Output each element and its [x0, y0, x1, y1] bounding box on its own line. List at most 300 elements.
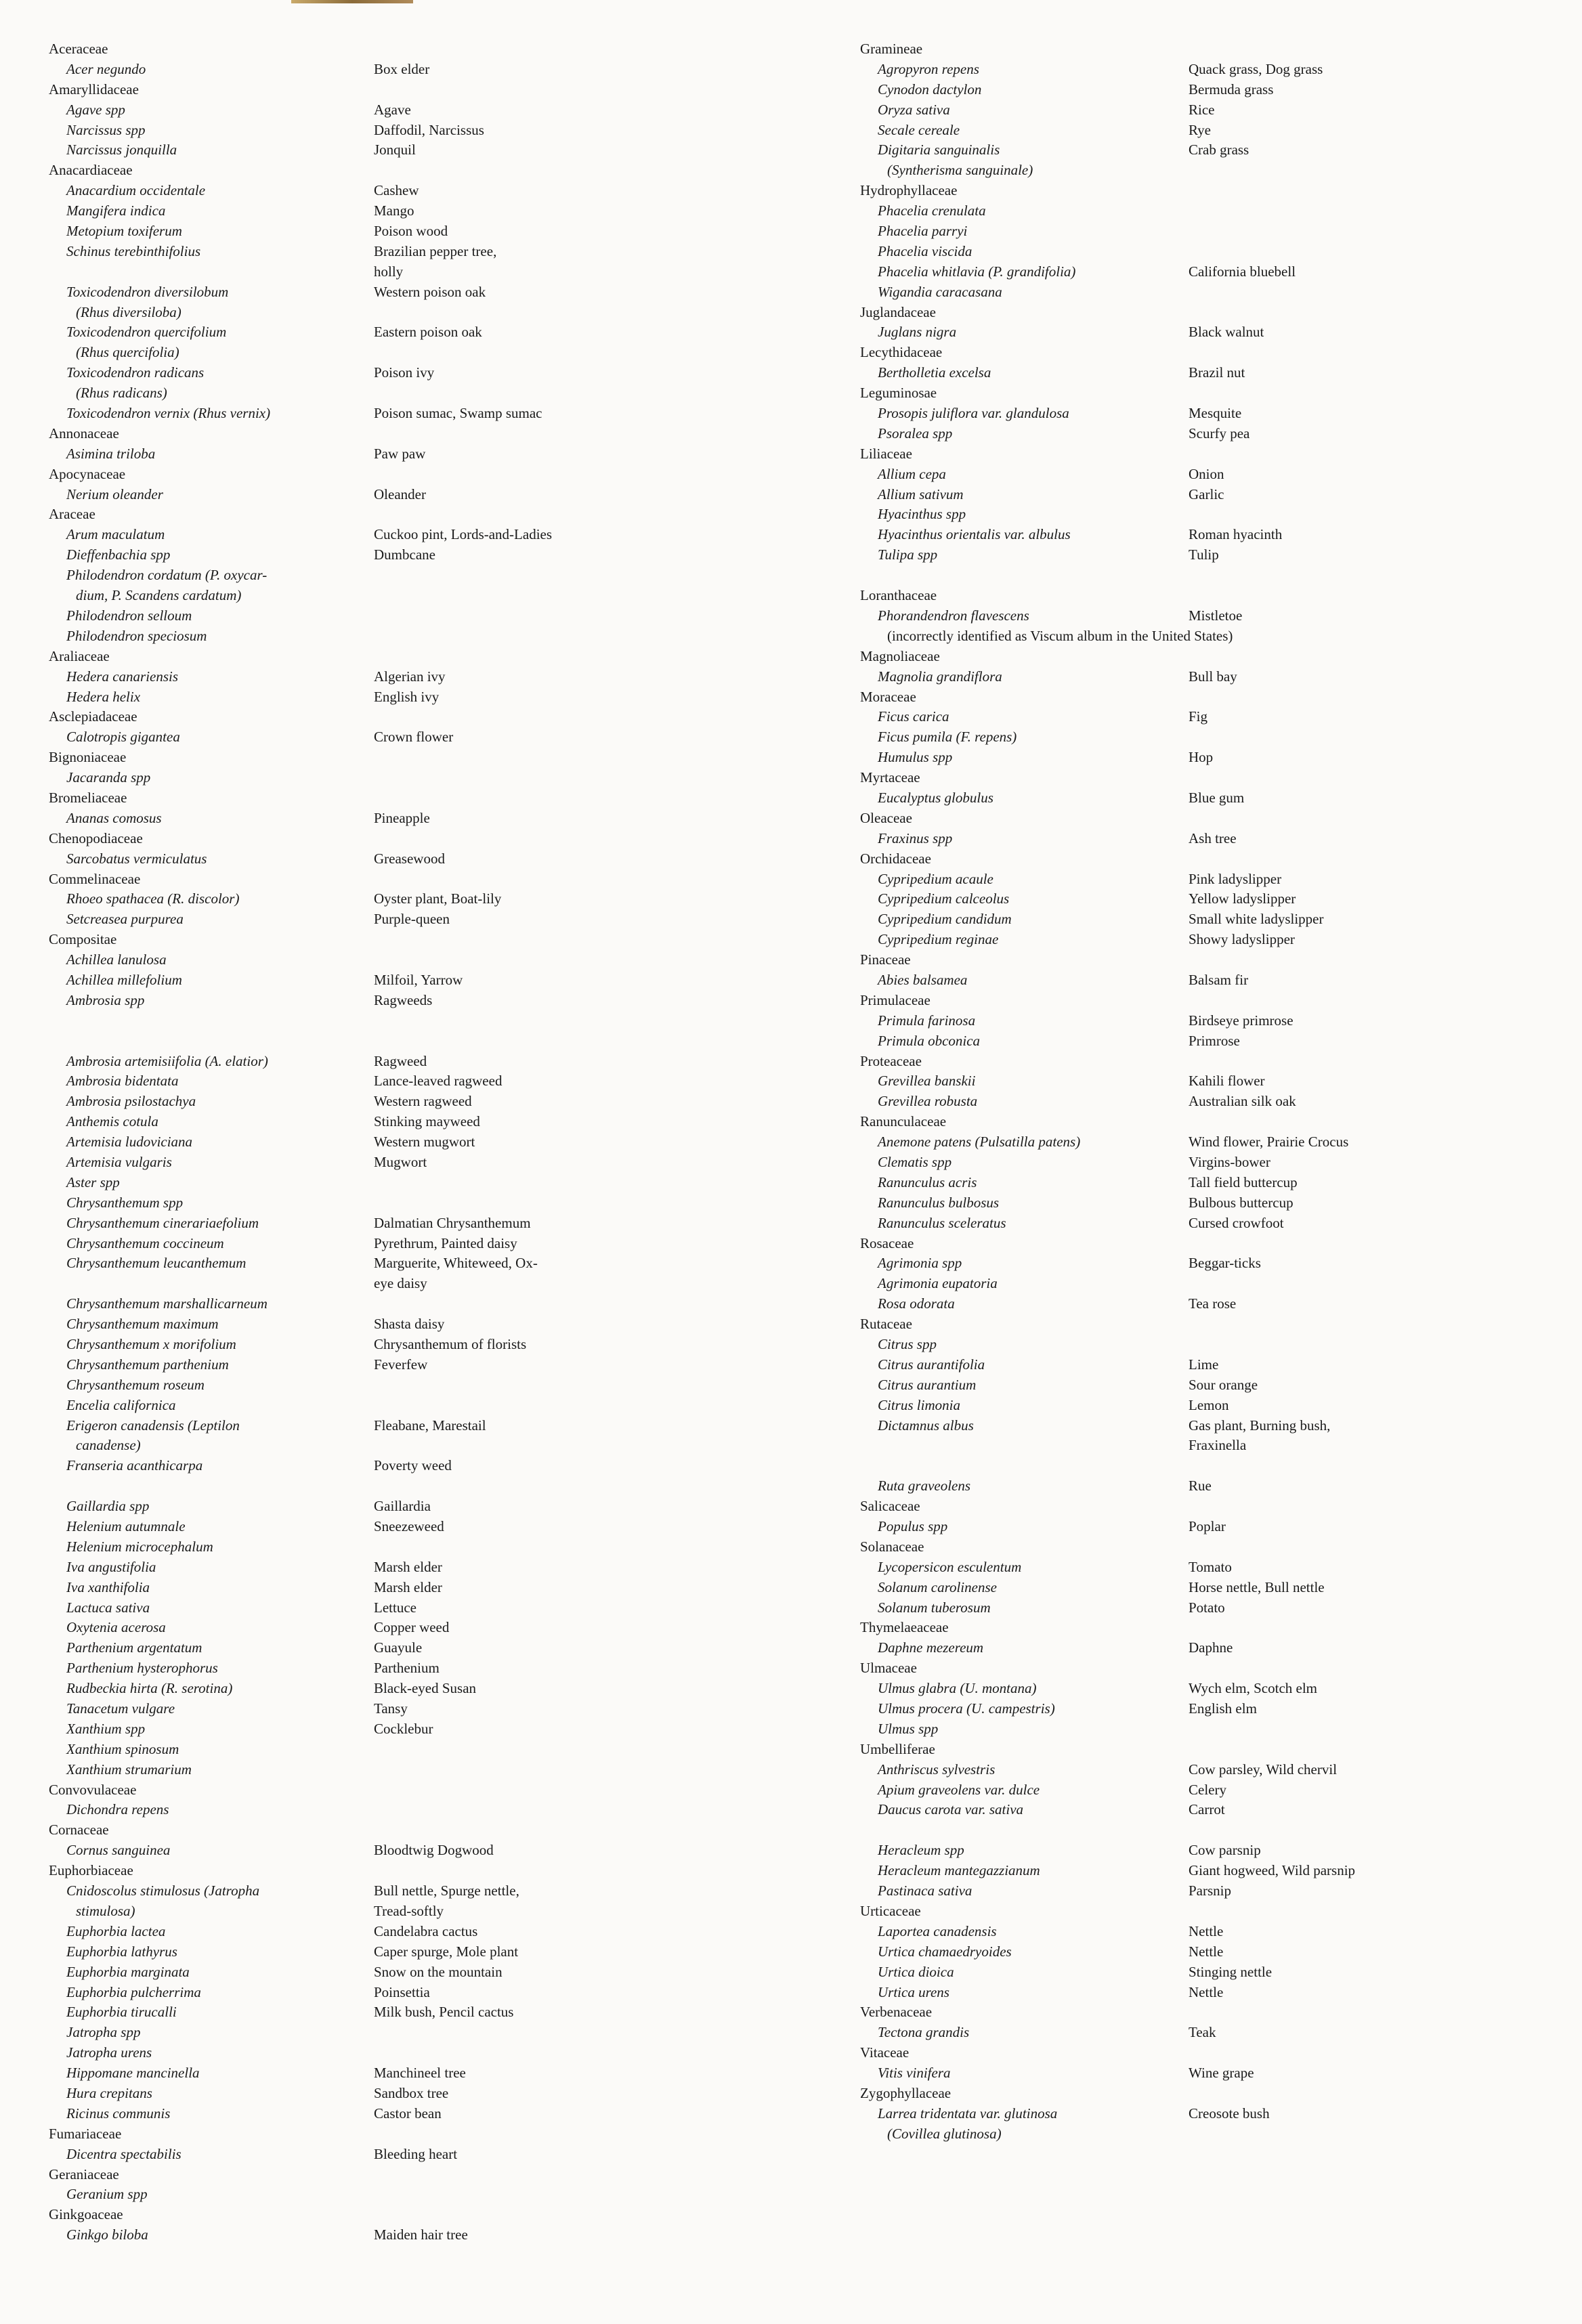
family-row [847, 991, 1564, 1011]
family-row [35, 1820, 767, 1841]
common-name: Cashew [374, 182, 419, 199]
common-name: Milk bush, Pencil cactus [374, 2004, 514, 2021]
common-name: Box elder [374, 60, 430, 77]
common-name: Black-eyed Susan [374, 1680, 477, 1697]
scientific-name: Tulipa spp [878, 546, 938, 563]
scientific-name: Grevillea banskii [878, 1073, 976, 1090]
species-row [35, 100, 767, 121]
family-name: Orchidaceae [860, 850, 931, 867]
species-row [35, 1740, 767, 1760]
common-name: Gaillardia [374, 1498, 431, 1515]
family-row [35, 788, 767, 809]
common-name: Stinging nettle [1189, 1963, 1273, 1980]
species-row [35, 404, 767, 424]
species-row [35, 1335, 767, 1355]
species-row [35, 1638, 767, 1658]
family-name: Liliaceae [860, 445, 912, 462]
species-row [847, 2063, 1564, 2084]
scientific-name: Citrus aurantifolia [878, 1356, 985, 1373]
common-name: Daphne [1189, 1639, 1233, 1656]
family-row [35, 1780, 767, 1801]
common-name: Fig [1189, 708, 1208, 725]
species-row [35, 1658, 767, 1679]
common-name: Dalmatian Chrysanthemum [374, 1214, 531, 1231]
common-name: Onion [1189, 465, 1224, 482]
scientific-name: Mangifera indica [66, 202, 166, 219]
common-name: Snow on the mountain [374, 1963, 503, 1980]
scientific-name: Narcissus spp [66, 121, 146, 138]
common-name: Sneezeweed [374, 1518, 444, 1535]
species-row [35, 121, 767, 141]
species-row [847, 2124, 1564, 2145]
scientific-name: Laportea canadensis [878, 1922, 997, 1939]
scientific-name: Hura crepitans [66, 2084, 152, 2101]
family-row [847, 647, 1564, 667]
scientific-name: Encelia californica [66, 1396, 176, 1413]
scientific-name: Toxicodendron radicans [66, 364, 205, 381]
scientific-name: Magnolia grandiflora [878, 668, 1002, 685]
scientific-name: Juglans nigra [878, 324, 957, 341]
common-name: Scurfy pea [1189, 425, 1250, 442]
species-row [35, 2002, 767, 2023]
species-row [847, 1071, 1564, 1092]
common-name: Western mugwort [374, 1134, 475, 1150]
scientific-name: Ambrosia artemisiifolia (A. elatior) [66, 1052, 268, 1069]
common-name: Small white ladyslipper [1189, 911, 1324, 928]
common-name: Cocklebur [374, 1720, 433, 1737]
scientific-name: (incorrectly identified as Viscum album in the United States) [887, 627, 1233, 644]
common-name: Purple-queen [374, 911, 450, 928]
species-row [35, 1800, 767, 1820]
species-row [847, 100, 1564, 121]
common-name: Tomato [1189, 1558, 1232, 1575]
scientific-name: Citrus spp [878, 1336, 937, 1352]
common-name: Tea rose [1189, 1295, 1237, 1312]
family-row [847, 383, 1564, 404]
species-row [35, 444, 767, 465]
scientific-name: Oryza sativa [878, 101, 950, 118]
scientific-name: Humulus spp [878, 749, 953, 766]
common-name: Creosote bush [1189, 2105, 1270, 2122]
family-name: Moraceae [860, 688, 916, 705]
family-row [35, 1861, 767, 1881]
species-row [35, 545, 767, 565]
common-name: Fraxinella [1189, 1437, 1247, 1454]
common-name: Crown flower [374, 729, 454, 746]
species-row [35, 2023, 767, 2043]
scientific-name: Populus spp [878, 1518, 948, 1535]
scientific-name: Clematis spp [878, 1153, 952, 1170]
species-row [35, 565, 767, 586]
scientific-name: (Rhus radicans) [76, 385, 167, 402]
scientific-name: Heracleum spp [878, 1842, 964, 1859]
species-row [35, 1598, 767, 1618]
scientific-name: Asimina triloba [66, 445, 156, 462]
species-row [35, 2145, 767, 2165]
scientific-name: Gaillardia spp [66, 1498, 150, 1515]
scientific-name: Wigandia caracasana [878, 283, 1002, 300]
scientific-name: Larrea tridentata var. glutinosa [878, 2105, 1058, 2122]
species-row [35, 1983, 767, 2003]
common-name: Ash tree [1189, 830, 1237, 846]
species-row [35, 1679, 767, 1699]
family-row [847, 1314, 1564, 1335]
species-row [847, 424, 1564, 444]
scientific-name: Ranunculus bulbosus [878, 1194, 1000, 1211]
scientific-name: Primula obconica [878, 1032, 981, 1049]
species-row [847, 1598, 1564, 1618]
scientific-name: Chrysanthemum marshallicarneum [66, 1295, 268, 1312]
family-row [35, 2205, 767, 2225]
species-row [35, 1294, 767, 1314]
family-name: Convovulaceae [49, 1781, 137, 1798]
common-name: Gas plant, Burning bush, [1189, 1417, 1331, 1434]
species-row [847, 60, 1564, 80]
scientific-name: Agrimonia spp [878, 1255, 962, 1272]
species-row [847, 2104, 1564, 2124]
family-name: Primulaceae [860, 991, 931, 1008]
common-name: Bull nettle, Spurge nettle, [374, 1882, 519, 1899]
species-row [847, 1983, 1564, 2003]
family-row [847, 303, 1564, 323]
family-row [35, 424, 767, 444]
family-name: Asclepiadaceae [49, 708, 137, 725]
common-name: Lime [1189, 1356, 1219, 1373]
scientific-name: Euphorbia marginata [66, 1963, 190, 1980]
scientific-name: Toxicodendron quercifolium [66, 324, 227, 341]
family-row [847, 1658, 1564, 1679]
family-name: Geraniaceae [49, 2166, 119, 2182]
species-row [35, 909, 767, 930]
scientific-name: Artemisia vulgaris [66, 1153, 172, 1170]
family-row [35, 80, 767, 100]
common-name: Tulip [1189, 546, 1219, 563]
species-row [847, 1800, 1564, 1820]
species-row [847, 1193, 1564, 1213]
species-row [35, 242, 767, 262]
family-row [847, 343, 1564, 363]
scientific-name: Lactuca sativa [66, 1599, 150, 1616]
species-row [35, 1274, 767, 1294]
common-name: Roman hyacinth [1189, 526, 1283, 543]
species-row [35, 201, 767, 221]
species-row [35, 1436, 767, 1456]
species-row [35, 849, 767, 869]
scientific-name: Helenium autumnale [66, 1518, 186, 1535]
common-name: Cuckoo pint, Lords-and-Ladies [374, 526, 553, 543]
common-name: English elm [1189, 1700, 1257, 1717]
scientific-name: Daucus carota var. sativa [878, 1801, 1024, 1818]
species-row [35, 1942, 767, 1962]
common-name: Australian silk oak [1189, 1093, 1296, 1110]
common-name: Paw paw [374, 445, 426, 462]
scientific-name: Euphorbia lathyrus [66, 1943, 177, 1960]
scientific-name: Ginkgo biloba [66, 2226, 148, 2243]
common-name: California bluebell [1189, 263, 1296, 280]
common-name: Bull bay [1189, 668, 1237, 685]
common-name: Poison wood [374, 223, 448, 240]
common-name: Nettle [1189, 1983, 1224, 2000]
scientific-name: Urtica chamaedryoides [878, 1943, 1012, 1960]
common-name: Birdseye primrose [1189, 1012, 1294, 1029]
family-name: Aceraceae [49, 41, 108, 57]
scientific-name: Digitaria sanguinalis [878, 142, 1000, 158]
scientific-name: Dictamnus albus [878, 1417, 974, 1434]
scientific-name: Cypripedium candidum [878, 911, 1012, 928]
common-name: holly [374, 263, 404, 280]
species-row [847, 909, 1564, 930]
species-row [35, 626, 767, 647]
common-name: Wind flower, Prairie Crocus [1189, 1134, 1349, 1150]
species-row [35, 1456, 767, 1476]
species-row [35, 1922, 767, 1942]
species-row [35, 485, 767, 505]
species-row [35, 1962, 767, 1983]
scientific-name: Toxicodendron diversilobum [66, 283, 229, 300]
scientific-name: Xanthium spinosum [66, 1740, 179, 1757]
common-name: Jonquil [374, 142, 416, 158]
common-name: Fleabane, Marestail [374, 1417, 486, 1434]
scientific-name: Acer negundo [66, 60, 146, 77]
species-row [847, 1820, 1564, 1841]
common-name: Tansy [374, 1700, 408, 1717]
species-row [35, 1213, 767, 1234]
scientific-name: Chrysanthemum maximum [66, 1316, 219, 1333]
common-name: Potato [1189, 1599, 1225, 1616]
family-name: Umbelliferae [860, 1740, 935, 1757]
common-name: Western ragweed [374, 1093, 472, 1110]
species-row [847, 1679, 1564, 1699]
common-name: Daffodil, Narcissus [374, 121, 484, 138]
common-name: Parthenium [374, 1660, 440, 1677]
species-row [35, 727, 767, 748]
species-row [847, 465, 1564, 485]
common-name: Chrysanthemum of florists [374, 1336, 527, 1352]
species-row [35, 60, 767, 80]
family-name: Ulmaceae [860, 1660, 917, 1677]
common-name: Tall field buttercup [1189, 1174, 1298, 1190]
species-row [847, 1132, 1564, 1153]
scientific-name: Ranunculus acris [878, 1174, 977, 1190]
family-row [35, 930, 767, 950]
scientific-name: Parthenium argentatum [66, 1639, 202, 1656]
common-name: eye daisy [374, 1275, 427, 1292]
species-row [847, 1719, 1564, 1740]
family-name: Amaryllidaceae [49, 81, 139, 98]
family-name: Thymelaeaceae [860, 1619, 949, 1636]
scientific-name: Iva angustifolia [66, 1558, 156, 1575]
scientific-name: Ulmus glabra (U. montana) [878, 1680, 1037, 1697]
species-row [35, 1760, 767, 1780]
family-row [847, 849, 1564, 869]
species-row [35, 606, 767, 626]
scientific-name: Agrimonia eupatoria [878, 1275, 998, 1292]
common-name: Wych elm, Scotch elm [1189, 1680, 1318, 1697]
species-row [35, 322, 767, 343]
species-row [35, 140, 767, 160]
species-row [35, 1841, 767, 1861]
scientific-name: Ananas comosus [66, 809, 162, 826]
common-name: Bulbous buttercup [1189, 1194, 1294, 1211]
family-name: Lecythidaceae [860, 344, 943, 361]
common-name: Teak [1189, 2024, 1216, 2041]
scientific-name: Calotropis gigantea [66, 729, 180, 746]
species-row [847, 121, 1564, 141]
family-name: Solanaceae [860, 1538, 924, 1555]
scientific-name: Cypripedium reginae [878, 931, 999, 948]
species-row [35, 363, 767, 383]
common-name: Tread-softly [374, 1902, 444, 1919]
family-name: Commelinaceae [49, 870, 141, 887]
species-row [847, 1476, 1564, 1497]
family-row [35, 39, 767, 60]
scientific-name: Ambrosia spp [66, 991, 145, 1008]
species-row [847, 1841, 1564, 1861]
common-name: Cow parsnip [1189, 1842, 1261, 1859]
scientific-name: Artemisia ludoviciana [66, 1134, 193, 1150]
family-row [847, 1901, 1564, 1922]
species-row [847, 1011, 1564, 1031]
common-name: Rye [1189, 121, 1211, 138]
scientific-name: (Rhus quercifolia) [76, 344, 179, 361]
scientific-name: Ficus pumila (F. repens) [878, 729, 1017, 746]
scientific-name: Agave spp [66, 101, 125, 118]
scientific-name: Rhoeo spathacea (R. discolor) [66, 890, 240, 907]
common-name: Brazil nut [1189, 364, 1245, 381]
species-row [847, 1578, 1564, 1598]
scientific-name: Rosa odorata [878, 1295, 955, 1312]
species-row [847, 242, 1564, 262]
common-name: Nettle [1189, 1943, 1224, 1960]
scientific-name: Xanthium strumarium [66, 1761, 192, 1778]
scientific-name: Solanum tuberosum [878, 1599, 991, 1616]
species-row [35, 1497, 767, 1517]
family-row [35, 2124, 767, 2145]
species-row [35, 2104, 767, 2124]
family-name: Proteaceae [860, 1052, 922, 1069]
species-row [847, 262, 1564, 282]
scientific-name: Iva xanthifolia [66, 1578, 150, 1595]
family-row [35, 160, 767, 181]
species-row [847, 748, 1564, 768]
common-name: Bleeding heart [374, 2145, 458, 2162]
scientific-name: Tectona grandis [878, 2024, 970, 2041]
species-row [847, 1557, 1564, 1578]
scientific-name: Solanum carolinense [878, 1578, 997, 1595]
scientific-name: Rudbeckia hirta (R. serotina) [66, 1680, 233, 1697]
common-name: Rue [1189, 1478, 1212, 1494]
common-name: Sandbox tree [374, 2084, 449, 2101]
family-name: Verbenaceae [860, 2004, 933, 2021]
family-name: Rutaceae [860, 1316, 912, 1333]
species-row [35, 950, 767, 970]
scientific-name: Primula farinosa [878, 1012, 976, 1029]
common-name: Milfoil, Yarrow [374, 971, 463, 988]
species-row [847, 1780, 1564, 1801]
species-row [35, 1092, 767, 1112]
scientific-name: Bertholletia excelsa [878, 364, 991, 381]
species-row [35, 1578, 767, 1598]
scientific-name: Phacelia viscida [878, 242, 972, 259]
species-row [847, 1922, 1564, 1942]
scientific-name: Schinus terebinthifolius [66, 242, 201, 259]
family-name: Chenopodiaceae [49, 830, 143, 846]
species-row [847, 2023, 1564, 2043]
scientific-name: Chrysanthemum leucanthemum [66, 1255, 247, 1272]
scientific-name: Hedera helix [66, 688, 141, 705]
species-row [35, 768, 767, 788]
species-row [35, 667, 767, 687]
species-row [847, 1436, 1564, 1456]
family-name: Loranthaceae [860, 587, 937, 604]
species-row [35, 1375, 767, 1396]
species-row [35, 1153, 767, 1173]
common-name: Maiden hair tree [374, 2226, 468, 2243]
common-name: Castor bean [374, 2105, 442, 2122]
common-name: Eastern poison oak [374, 324, 482, 341]
species-row [847, 788, 1564, 809]
species-row [35, 2043, 767, 2063]
species-row [847, 140, 1564, 160]
species-row [35, 2185, 767, 2205]
species-row [847, 1699, 1564, 1719]
scientific-name: Anemone patens (Pulsatilla patens) [878, 1134, 1081, 1150]
species-row [35, 1557, 767, 1578]
scientific-name: Cynodon dactylon [878, 81, 982, 98]
species-row [35, 970, 767, 991]
common-name: Wine grape [1189, 2065, 1254, 2082]
common-name: Pink ladyslipper [1189, 870, 1282, 887]
family-name: Araceae [49, 506, 95, 523]
common-name: Poverty weed [374, 1457, 452, 1474]
scientific-name: Phorandendron flavescens [878, 607, 1029, 624]
scientific-name: Anthemis cotula [66, 1113, 158, 1130]
family-row [847, 809, 1564, 829]
scientific-name: Phacelia whitlavia (P. grandifolia) [878, 263, 1076, 280]
scientific-name: Ulmus procera (U. campestris) [878, 1700, 1055, 1717]
species-row [35, 586, 767, 606]
family-name: Apocynaceae [49, 465, 126, 482]
family-row [847, 1234, 1564, 1254]
scientific-name: Nerium oleander [66, 486, 163, 502]
species-row [35, 1355, 767, 1375]
common-name: Oyster plant, Boat-lily [374, 890, 502, 907]
scientific-name: Metopium toxiferum [66, 223, 182, 240]
species-row [847, 1173, 1564, 1193]
common-name: Poinsettia [374, 1983, 430, 2000]
common-name: Horse nettle, Bull nettle [1189, 1578, 1325, 1595]
species-row [35, 889, 767, 909]
scientific-name: Parthenium hysterophorus [66, 1660, 218, 1677]
family-name: Ranunculaceae [860, 1113, 947, 1130]
scientific-name: Chrysanthemum x morifolium [66, 1336, 236, 1352]
species-row [35, 1699, 767, 1719]
scientific-name: Pastinaca sativa [878, 1882, 972, 1899]
common-name: Pineapple [374, 809, 430, 826]
species-row [847, 869, 1564, 890]
species-row [847, 80, 1564, 100]
common-name: Kahili flower [1189, 1073, 1265, 1090]
species-row [847, 1881, 1564, 1901]
species-row [847, 1092, 1564, 1112]
species-row [847, 970, 1564, 991]
family-row [847, 2084, 1564, 2104]
species-row [847, 363, 1564, 383]
common-name: Crab grass [1189, 142, 1249, 158]
species-row [847, 322, 1564, 343]
species-row [35, 1476, 767, 1497]
scientific-name: Phacelia crenulata [878, 202, 986, 219]
